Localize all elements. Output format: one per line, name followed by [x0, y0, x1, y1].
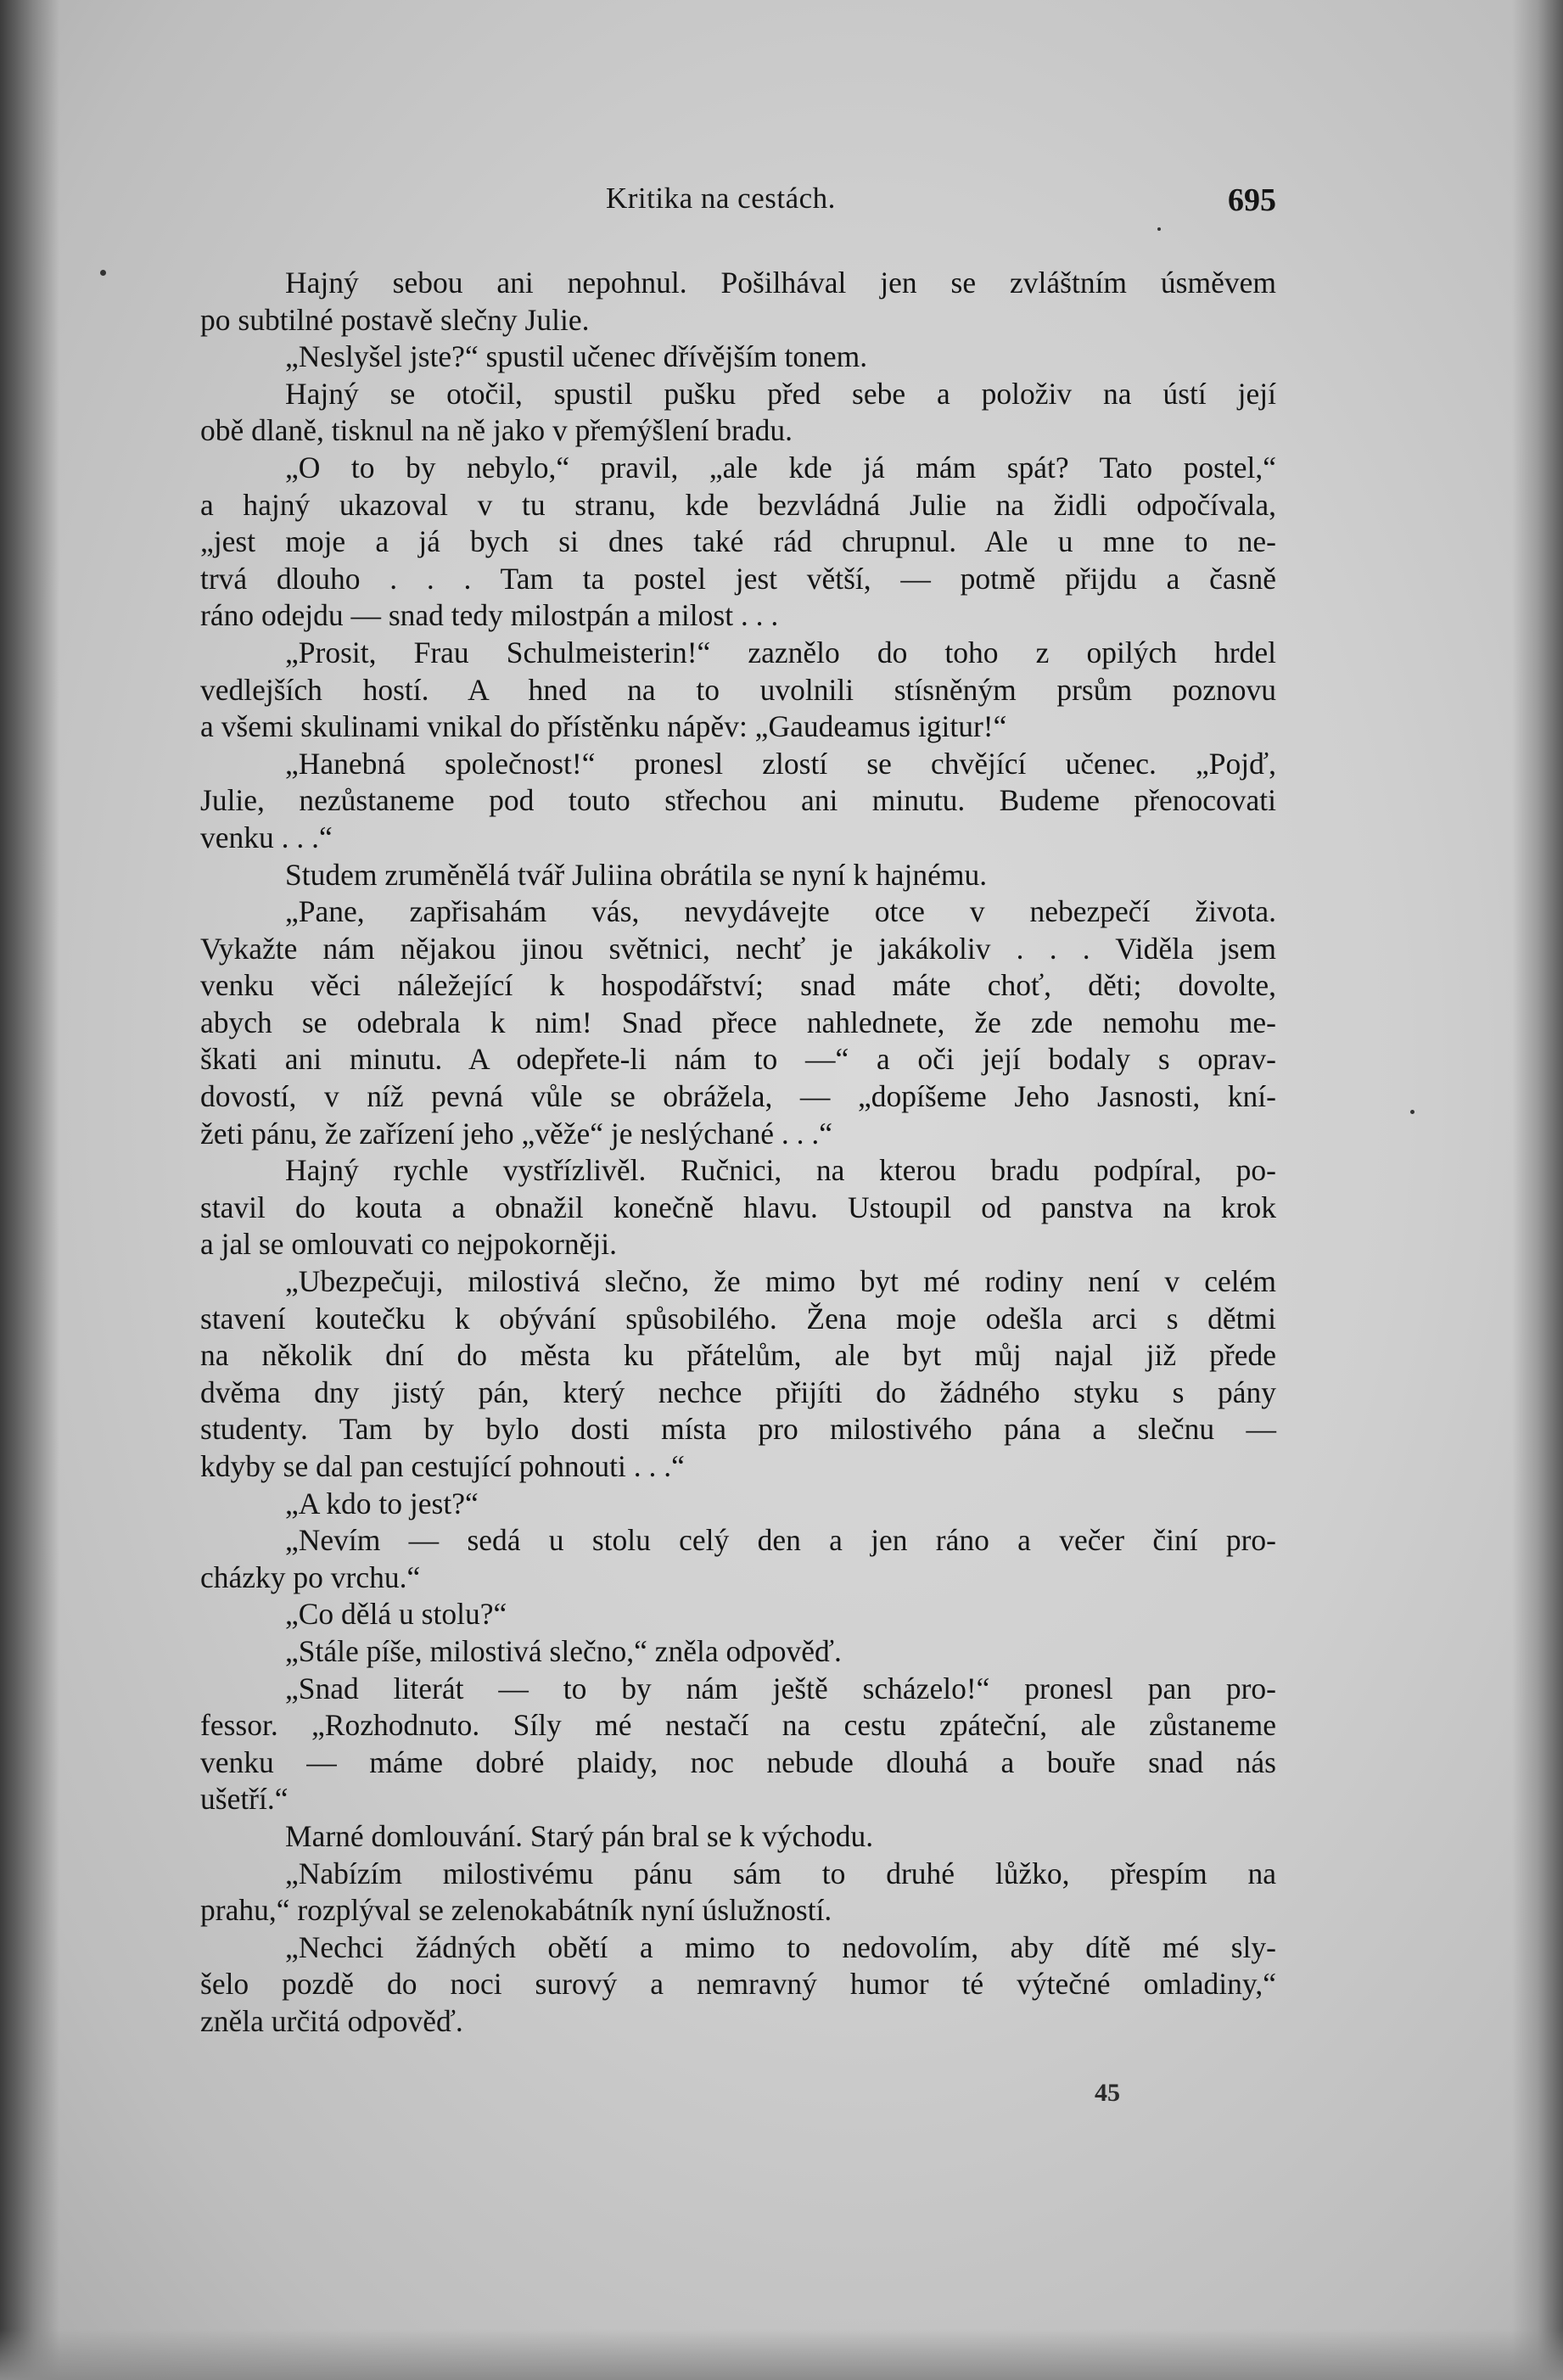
text-line: a všemi skulinami vnikal do přístěnku nápěv: „Gaudeamus igitur!“: [200, 709, 1007, 744]
text-line: prahu,“ rozplýval se zelenokabátník nyní úslužností.: [200, 1893, 832, 1928]
text-line: Hajný rychle vystřízlivěl. Ručnici, na kterou bradu podpíral, po-: [285, 1153, 1276, 1188]
text-line: Hajný se otočil, spustil pušku před sebe a položiv na ústí její: [285, 376, 1276, 411]
text-line: Vykažte nám nějakou jinou světnici, nechť je jakákoliv . . . Viděla jsem: [200, 931, 1276, 966]
text-line: dvěma dny jistý pán, který nechce přijíti do žádného styku s pány: [200, 1375, 1276, 1409]
text-line: „Nechci žádných obětí a mimo to nedovolím, aby dítě mé sly-: [285, 1929, 1276, 1964]
text-line: „Neslyšel jste?“ spustil učenec dřívějším tonem.: [285, 339, 868, 374]
text-line: ušetří.“: [200, 1782, 289, 1817]
text-line: trvá dlouho . . . Tam ta postel jest větší, — potmě přijdu a časně: [200, 561, 1276, 596]
text-line: a jal se omlouvati co nejpokorněji.: [200, 1227, 617, 1262]
text-line: žeti pánu, že zařízení jeho „věže“ je neslýchané . . .“: [200, 1116, 833, 1151]
page-edge: [1512, 0, 1563, 2380]
text-line: Studem zruměnělá tvář Juliina obrátila se nyní k hajnému.: [285, 857, 988, 892]
scan-speck: [100, 270, 106, 276]
text-line: venku . . .“: [200, 820, 333, 854]
text-line: obě dlaně, tisknul na ně jako v přemýšlení bradu.: [200, 413, 793, 448]
running-header: [200, 182, 1276, 224]
scan-speck: [1410, 1110, 1415, 1114]
text-line: kdyby se dal pan cestující pohnouti . . .“: [200, 1449, 685, 1483]
bottom-shadow: [0, 2329, 1563, 2380]
text-line: „A kdo to jest?“: [285, 1486, 479, 1520]
text-line: venku — máme dobré plaidy, noc nebude dlouhá a bouře snad nás: [200, 1744, 1276, 1779]
text-line: šelo pozdě do noci surový a nemravný humor té výtečné omladiny,“: [200, 1967, 1276, 2002]
text-line: ráno odejdu — snad tedy milostpán a milost . . .: [200, 598, 779, 633]
text-line: „Prosit, Frau Schulmeisterin!“ zaznělo do toho z opilých hrdel: [285, 635, 1276, 669]
signature-mark: 45: [1095, 2079, 1120, 2107]
text-line: zněla určitá odpověď.: [200, 2003, 463, 2038]
text-line: na několik dní do města ku přátelům, ale byt můj najal již přede: [200, 1338, 1276, 1373]
text-line: „Co dělá u stolu?“: [285, 1597, 507, 1632]
running-title: Kritika na cestách.: [606, 182, 836, 215]
text-line: cházky po vrchu.“: [200, 1560, 421, 1594]
text-line: „Snad literát — to by nám ještě scházelo!“ pronesl pan pro-: [285, 1671, 1276, 1705]
text-line: stavil do kouta a obnažil konečně hlavu. Ustoupil od panstva na krok: [200, 1190, 1276, 1224]
scan-speck: [1157, 227, 1161, 231]
text-line: fessor. „Rozhodnuto. Síly mé nestačí na cestu zpáteční, ale zůstaneme: [200, 1708, 1276, 1743]
text-line: Hajný sebou ani nepohnul. Pošilhával jen se zvláštním úsměvem: [285, 266, 1276, 300]
text-line: „Nevím — sedá u stolu celý den a jen ráno a večer činí pro-: [285, 1523, 1276, 1558]
text-line: abych se odebrala k nim! Snad přece nahlednete, že zde nemohu me-: [200, 1005, 1276, 1039]
text-line: vedlejších hostí. A hned na to uvolnili stísněným prsům poznovu: [200, 672, 1276, 707]
text-line: dovostí, v níž pevná vůle se obrážela, — „dopíšeme Jeho Jasnosti, kní-: [200, 1079, 1276, 1114]
text-line: „Nabízím milostivému pánu sám to druhé lůžko, přespím na: [285, 1856, 1276, 1890]
page-number: 695: [1228, 182, 1276, 218]
body-text: [200, 265, 1276, 2041]
text-line: Marné domlouvání. Starý pán bral se k východu.: [285, 1818, 874, 1853]
text-line: Julie, nezůstaneme pod touto střechou ani minutu. Budeme přenocovati: [200, 783, 1276, 818]
text-line: „O to by nebylo,“ pravil, „ale kde já mám spát? Tato postel,“: [285, 450, 1276, 484]
text-line: stavení koutečku k obývání spůsobilého. Žena moje odešla arci s dětmi: [200, 1301, 1276, 1336]
text-line: „jest moje a já bych si dnes také rád chrupnul. Ale u mne to ne-: [200, 524, 1276, 559]
text-line: a hajný ukazoval v tu stranu, kde bezvládná Julie na židli odpočívala,: [200, 487, 1276, 522]
text-line: „Pane, zapřisahám vás, nevydávejte otce v nebezpečí života.: [285, 894, 1276, 929]
text-line: „Hanebná společnost!“ pronesl zlostí se chvějící učenec. „Pojď,: [285, 746, 1276, 781]
text-line: studenty. Tam by bylo dosti místa pro milostivého pána a slečnu —: [200, 1412, 1276, 1447]
text-line: „Stále píše, milostivá slečno,“ zněla odpověď.: [285, 1633, 842, 1668]
binding-shadow: [0, 0, 59, 2380]
text-line: po subtilné postavě slečny Julie.: [200, 302, 590, 337]
text-line: škati ani minutu. A odepřete-li nám to —“ a oči její bodaly s oprav-: [200, 1042, 1276, 1077]
text-line: „Ubezpečuji, milostivá slečno, že mimo byt mé rodiny není v celém: [285, 1264, 1276, 1299]
text-line: venku věci náležející k hospodářství; snad máte choť, děti; dovolte,: [200, 968, 1276, 1003]
